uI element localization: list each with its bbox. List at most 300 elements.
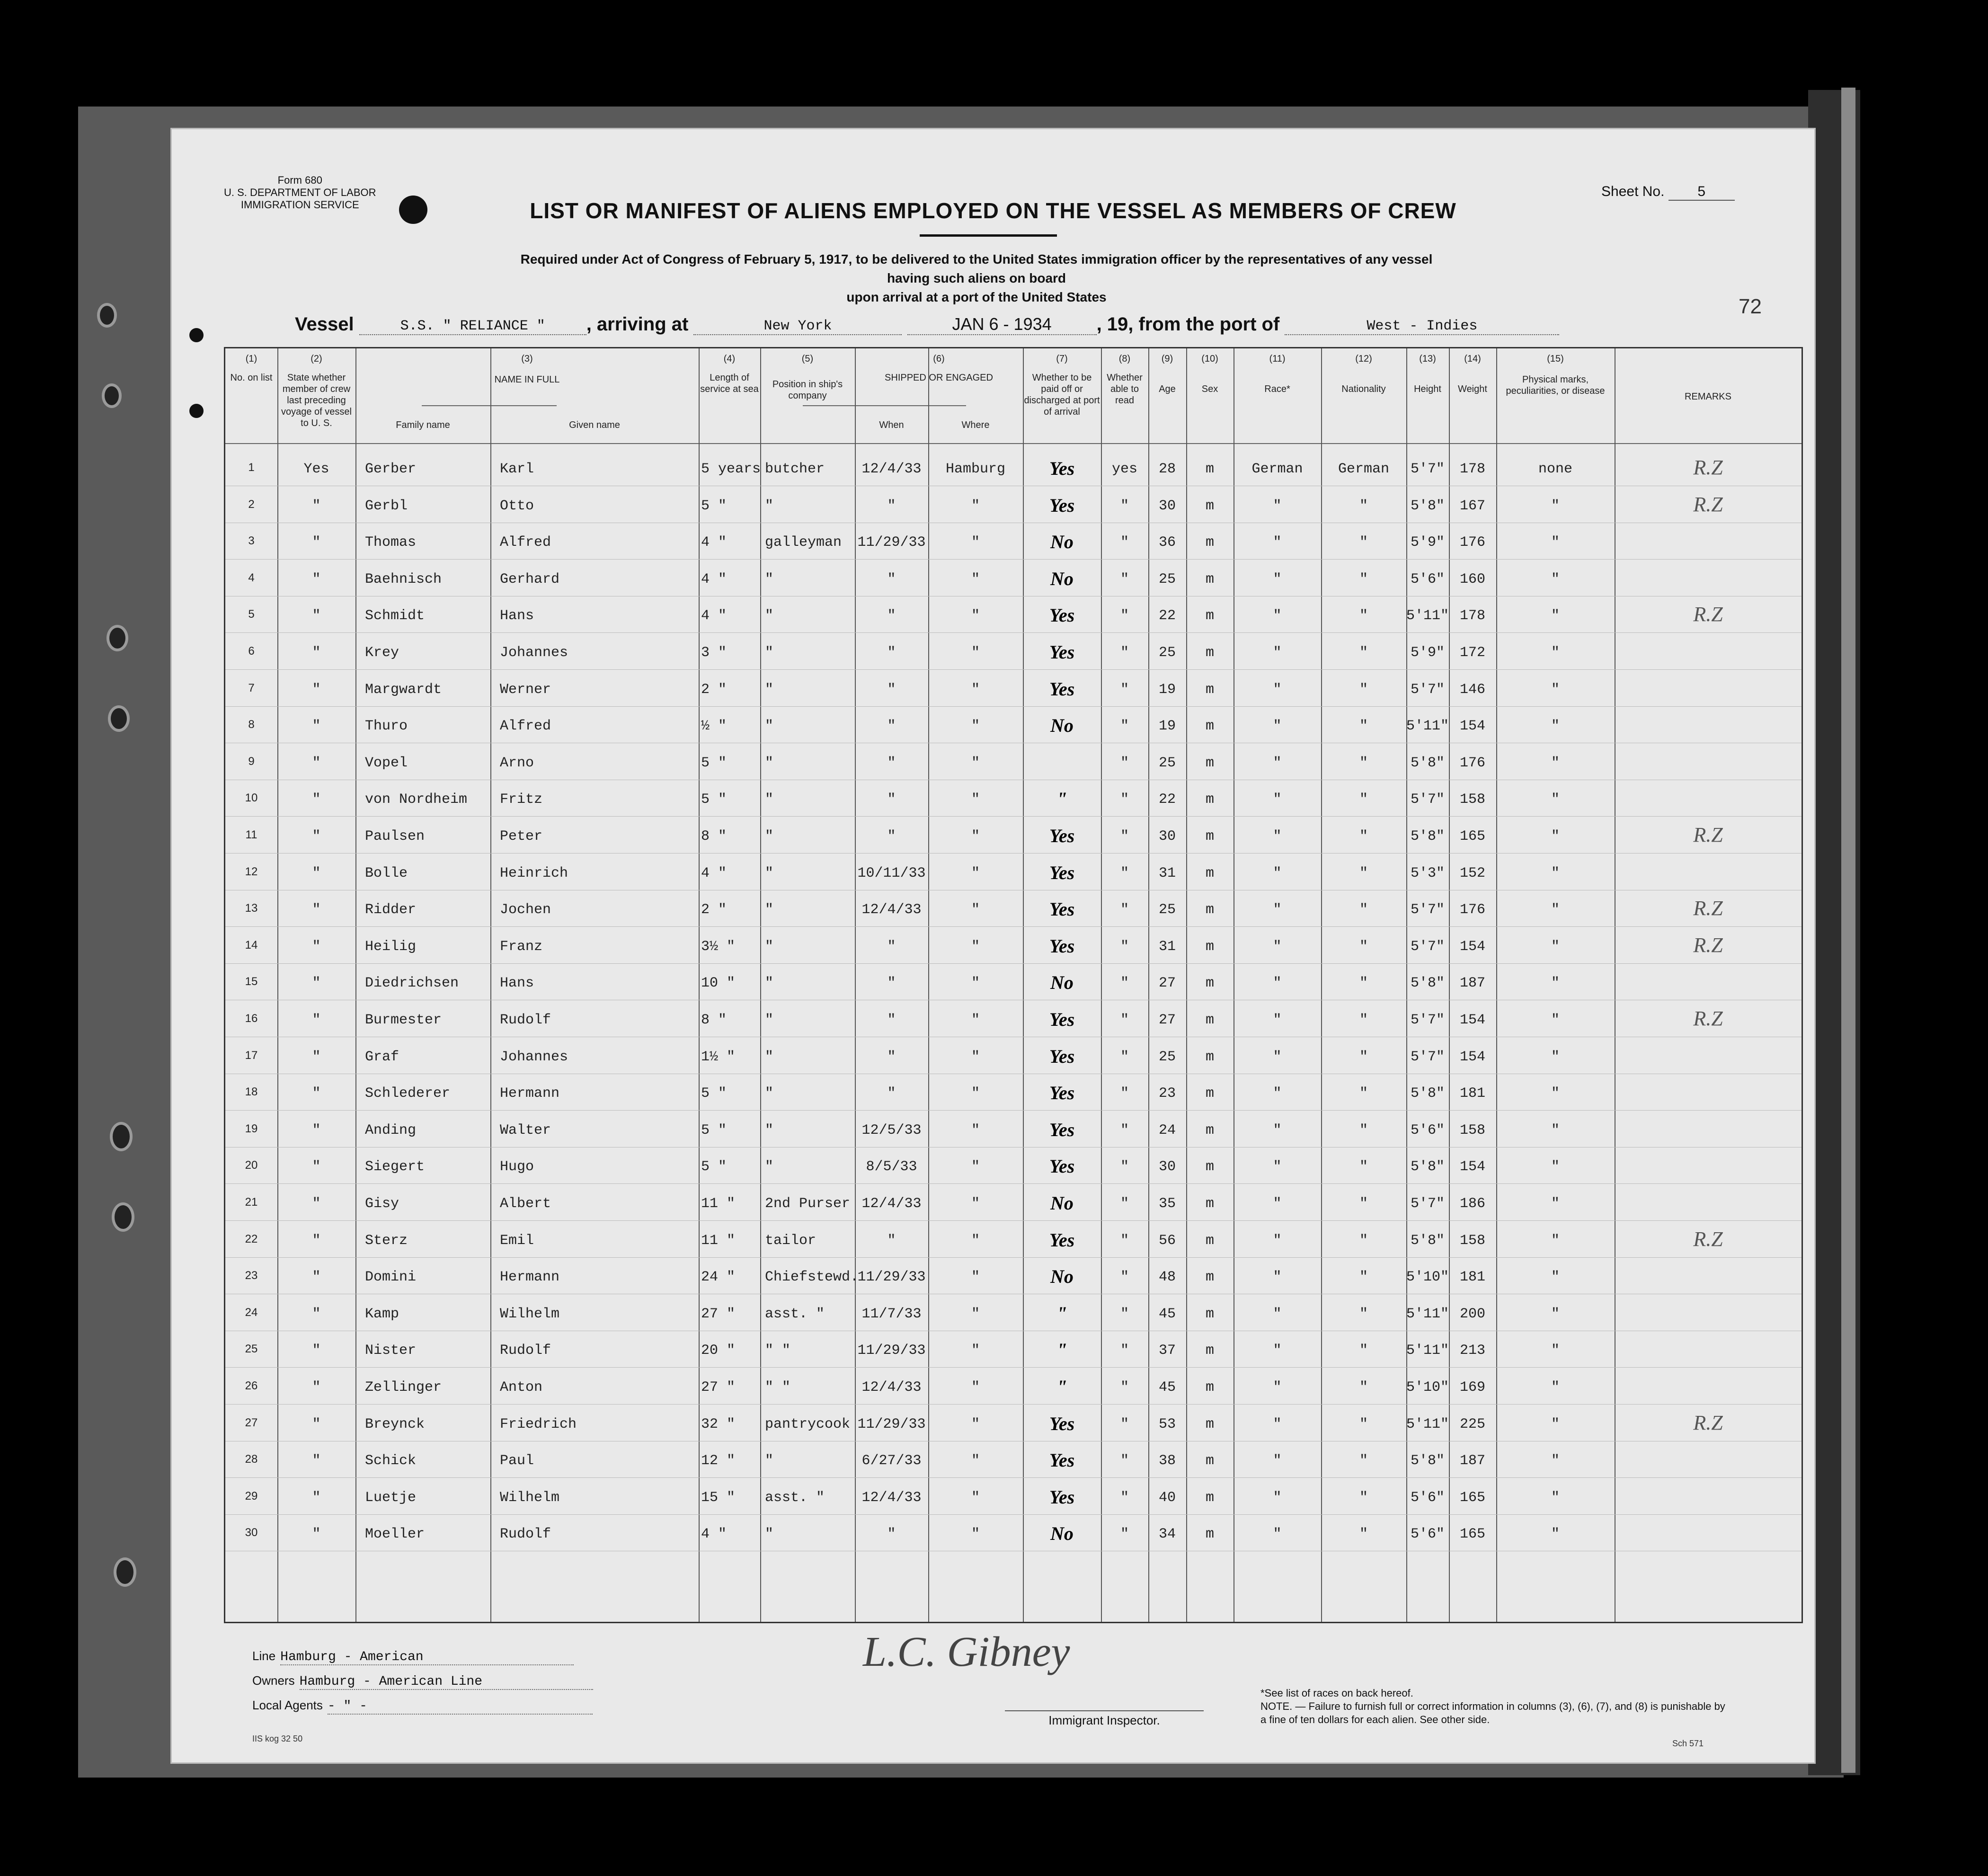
cell-read: "	[1120, 645, 1129, 661]
col-header-remarks: REMARKS	[1685, 391, 1731, 402]
table-row	[225, 1444, 1802, 1481]
cell-sex: m	[1205, 1232, 1214, 1249]
cell-remarks: R.Z	[1693, 897, 1723, 920]
cell-prev: "	[312, 498, 321, 514]
table-row	[225, 1077, 1802, 1114]
cell-sex: m	[1205, 1453, 1214, 1469]
cell-age: 25	[1158, 645, 1176, 661]
cell-paid: "	[1056, 1376, 1067, 1397]
row-rule	[225, 1367, 1802, 1368]
cell-no: 23	[245, 1269, 258, 1282]
cell-paid: Yes	[1049, 825, 1075, 846]
col-header-race	[1234, 353, 1321, 395]
cell-sex: m	[1205, 975, 1214, 992]
cell-marks: "	[1551, 938, 1560, 955]
cell-prev: "	[312, 1159, 321, 1175]
cell-family: Breynck	[365, 1416, 425, 1432]
cell-family: Schlederer	[365, 1085, 451, 1102]
cell-position: "	[765, 1049, 774, 1065]
cell-sex: m	[1205, 791, 1214, 808]
cell-sex: m	[1205, 498, 1214, 514]
table-row	[225, 783, 1802, 820]
cell-where: "	[971, 718, 980, 735]
cell-service: 5 "	[701, 791, 727, 808]
cell-read: "	[1120, 498, 1129, 514]
cell-read: "	[1120, 1453, 1129, 1469]
cell-when: "	[887, 681, 896, 698]
cell-where: "	[971, 1343, 980, 1359]
cell-weight: 200	[1459, 1306, 1485, 1322]
col-header-prev-voyage	[277, 353, 355, 429]
cell-weight: 154	[1459, 1159, 1485, 1175]
cell-age: 25	[1158, 571, 1176, 587]
cell-when: "	[887, 608, 896, 624]
cell-family: Krey	[365, 645, 399, 661]
cell-when: 12/5/33	[861, 1122, 922, 1138]
cell-given: Jochen	[500, 902, 551, 918]
binder-hole	[97, 303, 117, 328]
cell-family: Paulsen	[365, 828, 425, 845]
cell-no: 7	[248, 681, 255, 694]
cell-remarks: R.Z	[1693, 1411, 1723, 1434]
cell-sex: m	[1205, 1343, 1214, 1359]
cell-prev: "	[312, 681, 321, 698]
col-label: No. on list	[230, 373, 273, 383]
col-header-paid-off	[1023, 353, 1101, 418]
cell-no: 1	[248, 461, 255, 474]
cell-position: "	[765, 498, 774, 514]
col-header-age	[1148, 353, 1186, 395]
cell-height: 5'7"	[1410, 461, 1445, 477]
punch-hole	[189, 404, 204, 418]
cell-where: "	[971, 865, 980, 881]
cell-where: "	[971, 608, 980, 624]
row-rule	[225, 963, 1802, 964]
col-number: (3)	[521, 354, 533, 364]
cell-when: 11/29/33	[857, 534, 926, 551]
cell-paid: Yes	[1049, 494, 1075, 516]
cell-family: Ridder	[365, 902, 417, 918]
cell-height: 5'8"	[1410, 828, 1445, 845]
col-header-name	[355, 353, 699, 385]
cell-age: 37	[1158, 1343, 1176, 1359]
cell-prev: "	[312, 1526, 321, 1543]
cell-nat: "	[1359, 1416, 1368, 1432]
cell-height: 5'8"	[1410, 1085, 1445, 1102]
cell-service: 11 "	[701, 1196, 736, 1212]
print-code: IIS kog 32 50	[252, 1734, 303, 1743]
cell-given: Albert	[500, 1196, 551, 1212]
cell-read: "	[1120, 718, 1129, 735]
col-header-marks	[1496, 353, 1615, 397]
cell-where: Hamburg	[945, 461, 1006, 477]
cell-height: 5'11"	[1406, 608, 1449, 624]
cell-sex: m	[1205, 1269, 1214, 1286]
cell-weight: 165	[1459, 828, 1485, 845]
cell-height: 5'8"	[1410, 1453, 1445, 1469]
cell-paid: Yes	[1049, 1486, 1075, 1508]
subtitle-line-2: upon arrival at a port of the United States	[846, 290, 1107, 304]
cell-height: 5'8"	[1410, 1159, 1445, 1175]
cell-service: 3½ "	[701, 938, 736, 955]
cell-nat: "	[1359, 1085, 1368, 1102]
cell-race: "	[1273, 1269, 1282, 1286]
cell-no: 20	[245, 1159, 258, 1172]
cell-given: Hermann	[500, 1269, 560, 1286]
col-number: (10)	[1201, 354, 1218, 364]
cell-position: "	[765, 645, 774, 661]
cell-read: "	[1120, 1343, 1129, 1359]
col-label: Nationality	[1341, 384, 1386, 394]
cell-weight: 187	[1459, 975, 1485, 992]
cell-given: Friedrich	[500, 1416, 577, 1432]
cell-weight: 178	[1459, 461, 1485, 477]
binder-hole	[110, 1122, 133, 1151]
cell-prev: "	[312, 1232, 321, 1249]
cell-weight: 169	[1459, 1379, 1485, 1396]
cell-where: "	[971, 1489, 980, 1506]
cell-no: 10	[245, 791, 258, 805]
cell-remarks: R.Z	[1693, 1007, 1723, 1030]
row-rule	[225, 632, 1802, 633]
cell-given: Emil	[500, 1232, 534, 1249]
cell-given: Alfred	[500, 534, 551, 551]
table-row	[225, 1334, 1802, 1371]
col-label: Physical marks, peculiarities, or disease	[1506, 374, 1605, 396]
col-subheader-when: When	[879, 420, 904, 430]
cell-position: " "	[765, 1379, 791, 1396]
col-number: (1)	[245, 354, 257, 364]
cell-read: "	[1120, 1269, 1129, 1286]
cell-read: "	[1120, 608, 1129, 624]
cell-age: 45	[1158, 1379, 1176, 1396]
cell-marks: "	[1551, 865, 1560, 881]
cell-age: 23	[1158, 1085, 1176, 1102]
col-number: (6)	[933, 354, 945, 364]
cell-family: Moeller	[365, 1526, 425, 1543]
cell-read: "	[1120, 1416, 1129, 1432]
cell-sex: m	[1205, 1196, 1214, 1212]
cell-read: "	[1120, 1012, 1129, 1028]
cell-given: Hermann	[500, 1085, 560, 1102]
cell-no: 16	[245, 1012, 258, 1025]
cell-marks: "	[1551, 1343, 1560, 1359]
cell-no: 6	[248, 645, 255, 658]
cell-height: 5'7"	[1410, 1049, 1445, 1065]
cell-family: Siegert	[365, 1159, 425, 1175]
footnote-penalty: NOTE. — Failure to furnish full or correct information in columns (3), (6), (7), and (8) is punishable by a fine of ten dollars for each alien. See other side.	[1260, 1700, 1725, 1725]
cell-given: Wilhelm	[500, 1306, 560, 1322]
document-subtitle	[503, 250, 1450, 307]
cell-weight: 158	[1459, 1232, 1485, 1249]
cell-family: Thomas	[365, 534, 417, 551]
cell-family: Graf	[365, 1049, 399, 1065]
col-header-position	[760, 353, 855, 401]
cell-given: Rudolf	[500, 1012, 551, 1028]
cell-given: Rudolf	[500, 1343, 551, 1359]
cell-paid: No	[1050, 1523, 1074, 1545]
arrival-date-stamp: JAN 6 - 1934	[907, 314, 1097, 335]
inspector-signature: L.C. Gibney	[863, 1628, 1070, 1675]
table-row	[225, 893, 1802, 930]
cell-weight: 154	[1459, 938, 1485, 955]
cell-sex: m	[1205, 828, 1214, 845]
cell-age: 30	[1158, 828, 1176, 845]
table-row	[225, 1408, 1802, 1445]
cell-marks: "	[1551, 1232, 1560, 1249]
col-header-nationality	[1321, 353, 1406, 395]
cell-weight: 176	[1459, 534, 1485, 551]
cell-where: "	[971, 975, 980, 992]
cell-prev: "	[312, 1122, 321, 1138]
cell-weight: 154	[1459, 718, 1485, 735]
cell-nat: German	[1338, 461, 1390, 477]
cell-service: 5 years	[701, 461, 761, 477]
cell-height: 5'7"	[1410, 1012, 1445, 1028]
cell-when: "	[887, 645, 896, 661]
cell-marks: none	[1538, 461, 1572, 477]
cell-read: "	[1120, 681, 1129, 698]
cell-nat: "	[1359, 828, 1368, 845]
owners-field	[252, 1673, 593, 1690]
cell-family: Schick	[365, 1453, 417, 1469]
binder-hole	[108, 705, 130, 732]
cell-nat: "	[1359, 608, 1368, 624]
cell-when: 12/4/33	[861, 461, 922, 477]
cell-position: "	[765, 1159, 774, 1175]
col-number: (5)	[801, 354, 814, 364]
row-rule	[225, 669, 1802, 670]
vessel-name: S.S. " RELIANCE "	[359, 318, 586, 335]
cell-paid: No	[1050, 1266, 1074, 1288]
cell-paid: Yes	[1049, 1119, 1075, 1140]
cell-sex: m	[1205, 461, 1214, 477]
cell-age: 56	[1158, 1232, 1176, 1249]
cell-sex: m	[1205, 1306, 1214, 1322]
row-rule	[225, 559, 1802, 560]
cell-height: 5'8"	[1410, 975, 1445, 992]
cell-given: Rudolf	[500, 1526, 551, 1543]
cell-position: butcher	[765, 461, 825, 477]
col-label: Position in ship's company	[772, 379, 843, 401]
cell-given: Anton	[500, 1379, 543, 1396]
cell-position: asst. "	[765, 1489, 825, 1506]
cell-service: 4 "	[701, 1526, 727, 1543]
cell-no: 25	[245, 1343, 258, 1356]
cell-where: "	[971, 902, 980, 918]
cell-when: "	[887, 1526, 896, 1543]
cell-age: 35	[1158, 1196, 1176, 1212]
col-number: (12)	[1355, 354, 1372, 364]
cell-position: asst. "	[765, 1306, 825, 1322]
table-row	[225, 636, 1802, 673]
cell-age: 38	[1158, 1453, 1176, 1469]
cell-given: Franz	[500, 938, 543, 955]
cell-nat: "	[1359, 1049, 1368, 1065]
header-divider	[225, 443, 1802, 444]
cell-race: "	[1273, 1159, 1282, 1175]
cell-prev: "	[312, 645, 321, 661]
cell-family: Anding	[365, 1122, 417, 1138]
cell-paid: Yes	[1049, 862, 1075, 883]
cell-sex: m	[1205, 865, 1214, 881]
cell-age: 24	[1158, 1122, 1176, 1138]
cell-no: 21	[245, 1196, 258, 1209]
row-rule	[225, 926, 1802, 927]
cell-read: "	[1120, 1196, 1129, 1212]
cell-age: 40	[1158, 1489, 1176, 1506]
cell-marks: "	[1551, 608, 1560, 624]
col-label: Race*	[1264, 384, 1290, 394]
cell-paid: No	[1050, 972, 1074, 994]
cell-service: 3 "	[701, 645, 727, 661]
row-rule	[225, 706, 1802, 707]
cell-nat: "	[1359, 791, 1368, 808]
cell-position: "	[765, 1012, 774, 1028]
cell-no: 3	[248, 534, 255, 548]
cell-marks: "	[1551, 681, 1560, 698]
cell-family: Zellinger	[365, 1379, 442, 1396]
cell-no: 5	[248, 608, 255, 621]
table-row	[225, 1371, 1802, 1408]
row-rule	[225, 1514, 1802, 1515]
cell-when: "	[887, 1085, 896, 1102]
cell-height: 5'7"	[1410, 938, 1445, 955]
cell-service: 8 "	[701, 828, 727, 845]
cell-family: Domini	[365, 1269, 417, 1286]
cell-no: 4	[248, 571, 255, 584]
cell-where: "	[971, 1526, 980, 1543]
cell-where: "	[971, 1232, 980, 1249]
cell-when: "	[887, 498, 896, 514]
cell-weight: 186	[1459, 1196, 1485, 1212]
cell-where: "	[971, 1049, 980, 1065]
cell-age: 25	[1158, 1049, 1176, 1065]
cell-weight: 225	[1459, 1416, 1485, 1432]
owners-label: Owners	[252, 1673, 295, 1688]
row-rule	[225, 1404, 1802, 1405]
cell-nat: "	[1359, 1379, 1368, 1396]
cell-family: Kamp	[365, 1306, 399, 1322]
table-row	[225, 673, 1802, 710]
row-rule	[225, 1220, 1802, 1221]
cell-nat: "	[1359, 865, 1368, 881]
row-rule	[225, 1257, 1802, 1258]
punch-hole	[189, 328, 204, 342]
cell-position: Chiefstewd.	[765, 1269, 859, 1286]
cell-when: "	[887, 718, 896, 735]
cell-when: 11/29/33	[857, 1416, 926, 1432]
cell-position: "	[765, 938, 774, 955]
cell-nat: "	[1359, 1159, 1368, 1175]
footnote-races: *See list of races on back hereof.	[1260, 1687, 1413, 1699]
cell-marks: "	[1551, 1122, 1560, 1138]
col-number: (4)	[723, 354, 736, 364]
cell-sex: m	[1205, 1012, 1214, 1028]
cell-where: "	[971, 755, 980, 771]
col-label: State whether member of crew last preceding voyage of vessel to U. S.	[281, 373, 352, 428]
cell-race: "	[1273, 1453, 1282, 1469]
cell-paid: Yes	[1049, 1449, 1075, 1471]
owners-value: Hamburg - American Line	[300, 1674, 593, 1690]
cell-where: "	[971, 1012, 980, 1028]
table-row	[225, 563, 1802, 600]
sheet-number-label: Sheet No.	[1601, 184, 1665, 199]
cell-where: "	[971, 1122, 980, 1138]
cell-sex: m	[1205, 755, 1214, 771]
cell-service: 15 "	[701, 1489, 736, 1506]
cell-given: Gerhard	[500, 571, 560, 587]
cell-marks: "	[1551, 902, 1560, 918]
cell-marks: "	[1551, 791, 1560, 808]
cell-read: "	[1120, 755, 1129, 771]
cell-prev: "	[312, 1379, 321, 1396]
col-header-service	[699, 353, 760, 395]
col-label: Weight	[1458, 384, 1487, 394]
cell-where: "	[971, 1453, 980, 1469]
document-title: LIST OR MANIFEST OF ALIENS EMPLOYED ON THE VESSEL AS MEMBERS OF CREW	[530, 198, 1456, 223]
cell-service: 1½ "	[701, 1049, 736, 1065]
cell-position: tailor	[765, 1232, 816, 1249]
cell-marks: "	[1551, 1269, 1560, 1286]
cell-height: 5'8"	[1410, 1232, 1445, 1249]
cell-age: 25	[1158, 902, 1176, 918]
cell-position: 2nd Purser	[765, 1196, 851, 1212]
cell-read: "	[1120, 902, 1129, 918]
cell-service: 2 "	[701, 681, 727, 698]
year-label: , 19	[1096, 314, 1128, 335]
cell-race: "	[1273, 828, 1282, 845]
cell-no: 28	[245, 1453, 258, 1466]
cell-read: "	[1120, 1122, 1129, 1138]
col-number: (15)	[1547, 354, 1564, 364]
form-service: IMMIGRATION SERVICE	[240, 199, 359, 211]
cell-read: "	[1120, 1085, 1129, 1102]
cell-height: 5'10"	[1406, 1379, 1449, 1396]
row-rule	[225, 1477, 1802, 1478]
cell-height: 5'11"	[1406, 718, 1449, 735]
col-label: Sex	[1201, 384, 1218, 394]
col-number: (8)	[1118, 354, 1131, 364]
cell-nat: "	[1359, 1269, 1368, 1286]
cell-prev: "	[312, 1416, 321, 1432]
agents-field	[252, 1698, 593, 1715]
cell-position: "	[765, 755, 774, 771]
cell-marks: "	[1551, 975, 1560, 992]
cell-sex: m	[1205, 1416, 1214, 1432]
cell-service: 4 "	[701, 608, 727, 624]
cell-family: Schmidt	[365, 608, 425, 624]
cell-no: 30	[245, 1526, 258, 1539]
cell-family: Vopel	[365, 755, 408, 771]
scan-strip	[1841, 88, 1855, 1773]
from-port-label: , from the port of	[1128, 314, 1280, 335]
cell-position: pantrycook	[765, 1416, 851, 1432]
cell-race: "	[1273, 755, 1282, 771]
cell-nat: "	[1359, 1526, 1368, 1543]
cell-paid: Yes	[1049, 1082, 1075, 1104]
cell-when: 12/4/33	[861, 1379, 922, 1396]
cell-when: 6/27/33	[861, 1453, 922, 1469]
cell-when: 12/4/33	[861, 902, 922, 918]
cell-paid: "	[1056, 788, 1067, 810]
cell-weight: 167	[1459, 498, 1485, 514]
cell-prev: "	[312, 902, 321, 918]
cell-nat: "	[1359, 975, 1368, 992]
cell-when: 11/29/33	[857, 1343, 926, 1359]
cell-race: "	[1273, 1232, 1282, 1249]
cell-where: "	[971, 498, 980, 514]
